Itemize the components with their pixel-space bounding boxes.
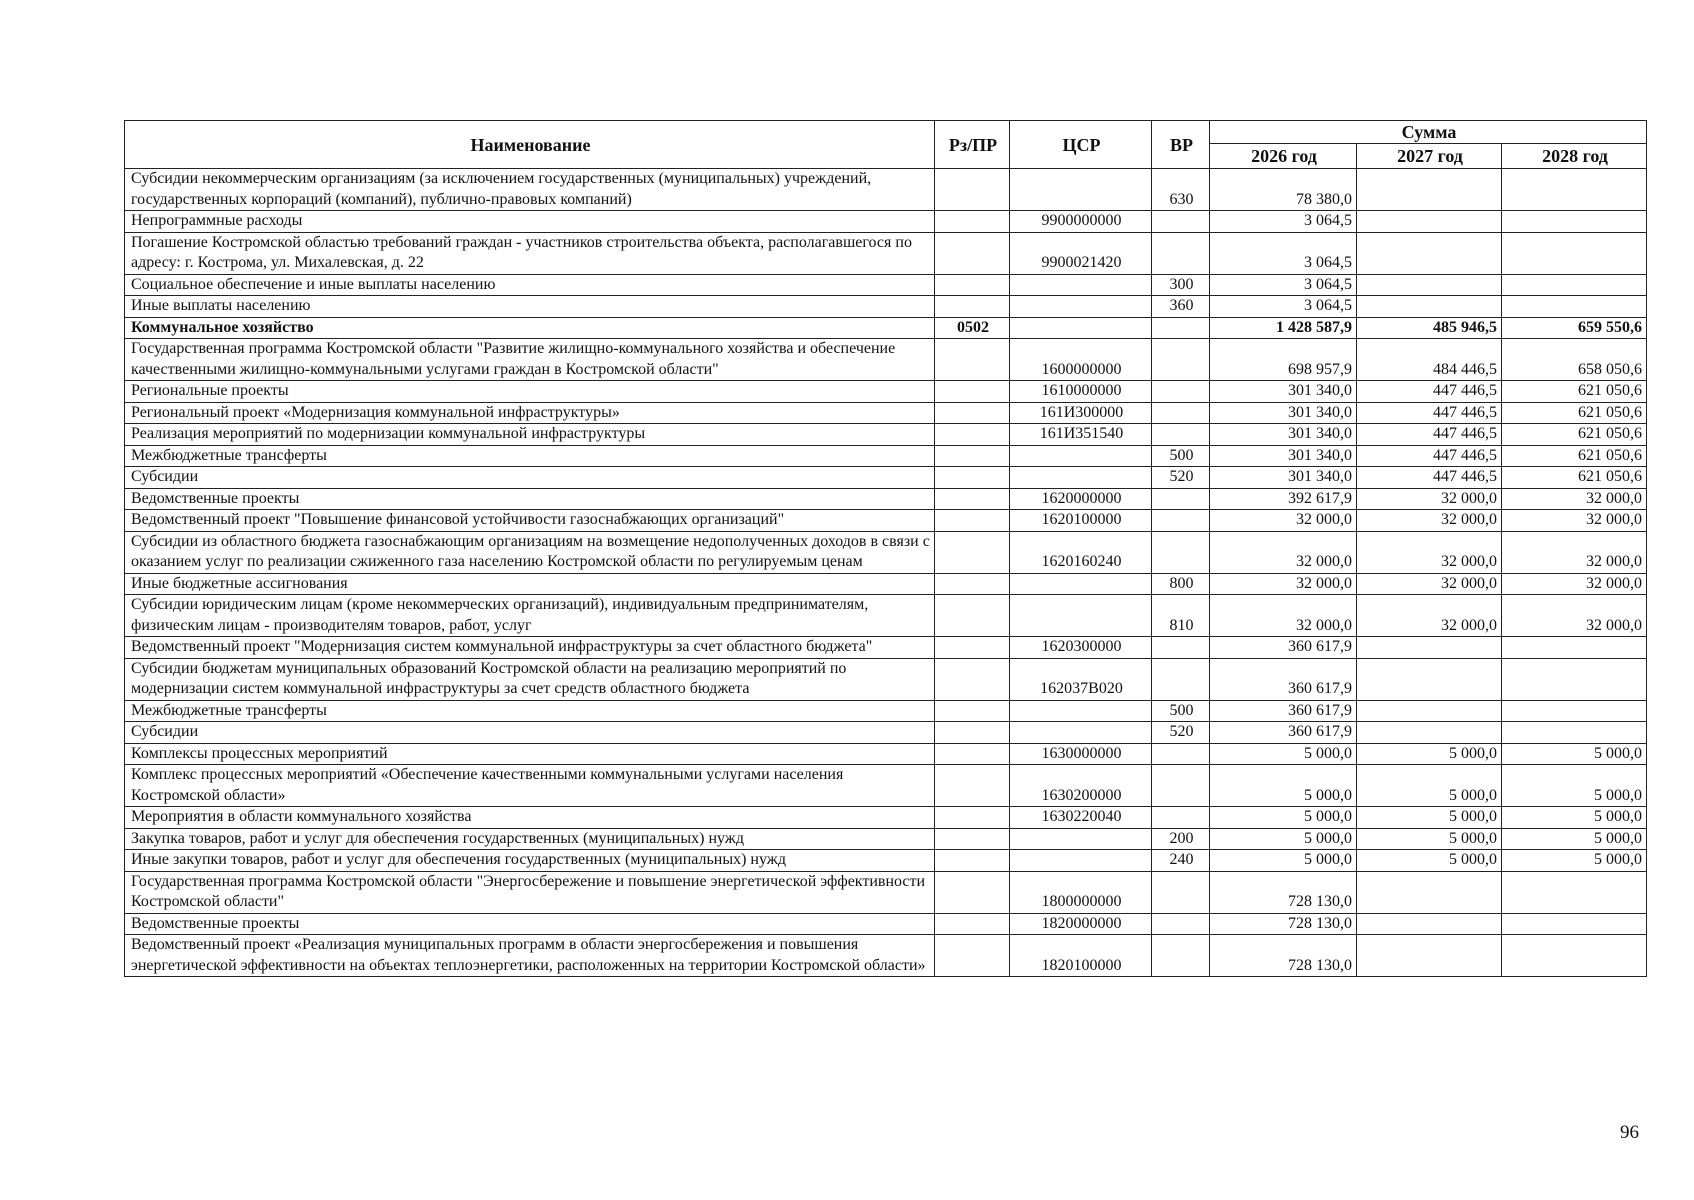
cell-rz-pr: [935, 339, 1010, 381]
cell-sum-2028: [1502, 722, 1647, 744]
cell-sum-2028: 5 000,0: [1502, 807, 1647, 829]
cell-rz-pr: [935, 658, 1010, 700]
cell-rz-pr: [935, 722, 1010, 744]
cell-rz-pr: [935, 595, 1010, 637]
cell-sum-2027: [1357, 169, 1502, 211]
table-row: [125, 765, 1647, 807]
cell-csr: 1630200000: [1010, 765, 1152, 807]
cell-rz-pr: [935, 211, 1010, 233]
cell-sum-2028: 5 000,0: [1502, 850, 1647, 872]
cell-rz-pr: [935, 573, 1010, 595]
cell-sum-2027: [1357, 935, 1502, 977]
header-row-top: [125, 121, 1647, 144]
cell-sum-2027: 5 000,0: [1357, 807, 1502, 829]
header-vr: ВР: [1152, 121, 1210, 169]
cell-sum-2026: 301 340,0: [1210, 402, 1357, 424]
cell-name: Государственная программа Костромской области "Развитие жилищно-коммунального хозяйства и обеспечение качественными жилищно-коммунальными услугами граждан в Костромской области": [125, 339, 935, 381]
table-row: [125, 211, 1647, 233]
cell-name: Субсидии: [125, 722, 935, 744]
cell-rz-pr: [935, 232, 1010, 274]
cell-sum-2026: 5 000,0: [1210, 807, 1357, 829]
cell-csr: 1630000000: [1010, 743, 1152, 765]
cell-name: Социальное обеспечение и иные выплаты населению: [125, 274, 935, 296]
cell-vr: [1152, 637, 1210, 659]
cell-sum-2027: 32 000,0: [1357, 488, 1502, 510]
cell-rz-pr: [935, 850, 1010, 872]
cell-vr: 500: [1152, 445, 1210, 467]
cell-sum-2027: [1357, 871, 1502, 913]
cell-csr: 1800000000: [1010, 871, 1152, 913]
cell-sum-2028: 621 050,6: [1502, 402, 1647, 424]
cell-sum-2026: 728 130,0: [1210, 871, 1357, 913]
cell-sum-2027: 32 000,0: [1357, 595, 1502, 637]
cell-rz-pr: 0502: [935, 317, 1010, 339]
cell-name: Коммунальное хозяйство: [125, 317, 935, 339]
table-row: [125, 807, 1647, 829]
cell-sum-2026: 728 130,0: [1210, 935, 1357, 977]
cell-sum-2027: 32 000,0: [1357, 510, 1502, 532]
cell-name: Межбюджетные трансферты: [125, 700, 935, 722]
cell-csr: 1820100000: [1010, 935, 1152, 977]
cell-sum-2028: [1502, 274, 1647, 296]
cell-name: Иные выплаты населению: [125, 296, 935, 318]
table-row: [125, 850, 1647, 872]
cell-vr: 520: [1152, 467, 1210, 489]
cell-sum-2027: [1357, 637, 1502, 659]
cell-sum-2027: 447 446,5: [1357, 381, 1502, 403]
cell-rz-pr: [935, 424, 1010, 446]
table-header: [125, 121, 1647, 169]
table-row: [125, 445, 1647, 467]
cell-vr: [1152, 765, 1210, 807]
cell-vr: [1152, 658, 1210, 700]
cell-sum-2028: [1502, 232, 1647, 274]
cell-rz-pr: [935, 743, 1010, 765]
cell-rz-pr: [935, 531, 1010, 573]
cell-name: Региональные проекты: [125, 381, 935, 403]
cell-csr: 162037В020: [1010, 658, 1152, 700]
cell-sum-2026: 360 617,9: [1210, 700, 1357, 722]
cell-vr: [1152, 913, 1210, 935]
cell-rz-pr: [935, 445, 1010, 467]
cell-name: Ведомственный проект "Повышение финансовой устойчивости газоснабжающих организаций": [125, 510, 935, 532]
cell-csr: [1010, 274, 1152, 296]
table-row: [125, 743, 1647, 765]
cell-sum-2028: 658 050,6: [1502, 339, 1647, 381]
cell-sum-2026: 301 340,0: [1210, 381, 1357, 403]
cell-sum-2028: [1502, 871, 1647, 913]
cell-sum-2027: [1357, 658, 1502, 700]
cell-sum-2028: 32 000,0: [1502, 595, 1647, 637]
cell-sum-2027: 5 000,0: [1357, 743, 1502, 765]
cell-name: Комплексы процессных мероприятий: [125, 743, 935, 765]
cell-name: Государственная программа Костромской области "Энергосбережение и повышение энергетической эффективности Костромской области": [125, 871, 935, 913]
cell-name: Иные закупки товаров, работ и услуг для обеспечения государственных (муниципальных) нужд: [125, 850, 935, 872]
cell-vr: [1152, 317, 1210, 339]
cell-name: Субсидии некоммерческим организациям (за исключением государственных (муниципальных) учреждений, государственных корпораций (компаний), публично-правовых компаний): [125, 169, 935, 211]
cell-vr: 810: [1152, 595, 1210, 637]
cell-sum-2026: 3 064,5: [1210, 296, 1357, 318]
cell-csr: 1620000000: [1010, 488, 1152, 510]
cell-vr: 520: [1152, 722, 1210, 744]
table-row: [125, 317, 1647, 339]
header-year-2026: 2026 год: [1210, 144, 1357, 169]
cell-sum-2028: 621 050,6: [1502, 467, 1647, 489]
cell-rz-pr: [935, 381, 1010, 403]
table-row: [125, 573, 1647, 595]
cell-sum-2028: [1502, 700, 1647, 722]
cell-sum-2027: 485 946,5: [1357, 317, 1502, 339]
cell-name: Реализация мероприятий по модернизации коммунальной инфраструктуры: [125, 424, 935, 446]
cell-sum-2028: 32 000,0: [1502, 488, 1647, 510]
table-row: [125, 913, 1647, 935]
table-row: [125, 339, 1647, 381]
cell-sum-2027: 32 000,0: [1357, 573, 1502, 595]
cell-vr: [1152, 381, 1210, 403]
cell-sum-2028: 5 000,0: [1502, 765, 1647, 807]
cell-vr: [1152, 339, 1210, 381]
cell-sum-2028: [1502, 169, 1647, 211]
cell-sum-2027: 5 000,0: [1357, 850, 1502, 872]
cell-name: Субсидии юридическим лицам (кроме некоммерческих организаций), индивидуальным предпринимателям, физическим лицам - производителям товаров, работ, услуг: [125, 595, 935, 637]
cell-csr: 1630220040: [1010, 807, 1152, 829]
cell-rz-pr: [935, 274, 1010, 296]
cell-csr: [1010, 296, 1152, 318]
cell-sum-2026: 360 617,9: [1210, 637, 1357, 659]
table-row: [125, 424, 1647, 446]
cell-sum-2026: 5 000,0: [1210, 743, 1357, 765]
table-row: [125, 531, 1647, 573]
cell-name: Непрограммные расходы: [125, 211, 935, 233]
cell-sum-2028: [1502, 637, 1647, 659]
table-row: [125, 274, 1647, 296]
cell-csr: [1010, 169, 1152, 211]
cell-sum-2028: 621 050,6: [1502, 424, 1647, 446]
cell-name: Ведомственные проекты: [125, 488, 935, 510]
table-row: [125, 381, 1647, 403]
cell-rz-pr: [935, 935, 1010, 977]
cell-sum-2026: 301 340,0: [1210, 424, 1357, 446]
cell-rz-pr: [935, 488, 1010, 510]
cell-sum-2027: [1357, 722, 1502, 744]
header-rz: Рз/ПР: [935, 121, 1010, 169]
table-row: [125, 296, 1647, 318]
cell-vr: [1152, 510, 1210, 532]
table-row: [125, 510, 1647, 532]
cell-csr: [1010, 317, 1152, 339]
cell-name: Закупка товаров, работ и услуг для обеспечения государственных (муниципальных) нужд: [125, 828, 935, 850]
table-row: [125, 488, 1647, 510]
cell-sum-2028: 32 000,0: [1502, 573, 1647, 595]
cell-vr: 300: [1152, 274, 1210, 296]
cell-sum-2026: 3 064,5: [1210, 232, 1357, 274]
cell-sum-2026: 78 380,0: [1210, 169, 1357, 211]
cell-csr: [1010, 467, 1152, 489]
table-row: [125, 935, 1647, 977]
cell-csr: [1010, 573, 1152, 595]
cell-sum-2026: 301 340,0: [1210, 445, 1357, 467]
cell-sum-2026: 5 000,0: [1210, 850, 1357, 872]
cell-rz-pr: [935, 296, 1010, 318]
cell-rz-pr: [935, 700, 1010, 722]
cell-name: Ведомственный проект "Модернизация систем коммунальной инфраструктуры за счет областного бюджета": [125, 637, 935, 659]
budget-table: [124, 120, 1647, 977]
cell-vr: [1152, 232, 1210, 274]
cell-sum-2027: [1357, 232, 1502, 274]
cell-rz-pr: [935, 467, 1010, 489]
cell-vr: 800: [1152, 573, 1210, 595]
header-year-2027: 2027 год: [1357, 144, 1502, 169]
cell-vr: [1152, 424, 1210, 446]
cell-sum-2026: 728 130,0: [1210, 913, 1357, 935]
cell-sum-2026: 3 064,5: [1210, 211, 1357, 233]
cell-vr: [1152, 871, 1210, 913]
table-row: [125, 828, 1647, 850]
cell-sum-2028: [1502, 211, 1647, 233]
cell-name: Субсидии: [125, 467, 935, 489]
cell-rz-pr: [935, 169, 1010, 211]
header-name: Наименование: [125, 121, 935, 169]
cell-csr: [1010, 595, 1152, 637]
cell-sum-2028: 621 050,6: [1502, 445, 1647, 467]
cell-sum-2026: 32 000,0: [1210, 595, 1357, 637]
table-row: [125, 871, 1647, 913]
cell-sum-2027: 447 446,5: [1357, 467, 1502, 489]
cell-sum-2026: 32 000,0: [1210, 510, 1357, 532]
cell-sum-2026: 32 000,0: [1210, 573, 1357, 595]
cell-sum-2027: 484 446,5: [1357, 339, 1502, 381]
cell-vr: 200: [1152, 828, 1210, 850]
cell-sum-2026: 5 000,0: [1210, 765, 1357, 807]
cell-sum-2027: [1357, 913, 1502, 935]
header-csr: ЦСР: [1010, 121, 1152, 169]
cell-rz-pr: [935, 402, 1010, 424]
table-row: [125, 637, 1647, 659]
cell-sum-2028: [1502, 913, 1647, 935]
cell-sum-2026: 360 617,9: [1210, 722, 1357, 744]
cell-csr: 9900021420: [1010, 232, 1152, 274]
cell-sum-2027: [1357, 211, 1502, 233]
table-row: [125, 700, 1647, 722]
cell-csr: 1820000000: [1010, 913, 1152, 935]
cell-vr: 630: [1152, 169, 1210, 211]
cell-rz-pr: [935, 510, 1010, 532]
cell-csr: 1620100000: [1010, 510, 1152, 532]
cell-name: Межбюджетные трансферты: [125, 445, 935, 467]
cell-sum-2028: 659 550,6: [1502, 317, 1647, 339]
cell-sum-2027: 5 000,0: [1357, 765, 1502, 807]
cell-sum-2027: 447 446,5: [1357, 424, 1502, 446]
cell-sum-2028: 32 000,0: [1502, 531, 1647, 573]
cell-csr: [1010, 700, 1152, 722]
cell-csr: [1010, 722, 1152, 744]
cell-vr: [1152, 743, 1210, 765]
cell-name: Ведомственные проекты: [125, 913, 935, 935]
cell-rz-pr: [935, 765, 1010, 807]
cell-sum-2026: 1 428 587,9: [1210, 317, 1357, 339]
cell-sum-2028: [1502, 658, 1647, 700]
cell-name: Мероприятия в области коммунального хозяйства: [125, 807, 935, 829]
cell-sum-2028: 5 000,0: [1502, 828, 1647, 850]
cell-vr: [1152, 211, 1210, 233]
header-year-2028: 2028 год: [1502, 144, 1647, 169]
cell-vr: 240: [1152, 850, 1210, 872]
header-sum: Сумма: [1210, 121, 1647, 144]
cell-name: Ведомственный проект «Реализация муниципальных программ в области энергосбережения и повышения энергетической эффективности на объектах теплоэнергетики, расположенных на территории Костромской области»: [125, 935, 935, 977]
cell-sum-2027: 5 000,0: [1357, 828, 1502, 850]
cell-sum-2027: 447 446,5: [1357, 445, 1502, 467]
cell-csr: [1010, 850, 1152, 872]
cell-name: Иные бюджетные ассигнования: [125, 573, 935, 595]
cell-sum-2028: [1502, 296, 1647, 318]
cell-sum-2026: 360 617,9: [1210, 658, 1357, 700]
table-row: [125, 722, 1647, 744]
cell-sum-2028: 32 000,0: [1502, 510, 1647, 532]
cell-name: Субсидии из областного бюджета газоснабжающим организациям на возмещение недополученных доходов в связи с оказанием услуг по реализации сжиженного газа населению Костромской области по регулируемым ценам: [125, 531, 935, 573]
cell-name: Субсидии бюджетам муниципальных образований Костромской области на реализацию мероприятий по модернизации систем коммунальной инфраструктуры за счет средств областного бюджета: [125, 658, 935, 700]
cell-vr: [1152, 807, 1210, 829]
cell-vr: [1152, 488, 1210, 510]
table-row: [125, 232, 1647, 274]
table-row: [125, 402, 1647, 424]
cell-csr: [1010, 828, 1152, 850]
cell-rz-pr: [935, 637, 1010, 659]
cell-rz-pr: [935, 807, 1010, 829]
cell-sum-2027: [1357, 700, 1502, 722]
cell-name: Комплекс процессных мероприятий «Обеспечение качественными коммунальными услугами населения Костромской области»: [125, 765, 935, 807]
cell-csr: 1600000000: [1010, 339, 1152, 381]
cell-sum-2027: [1357, 274, 1502, 296]
page-number: 96: [1620, 1122, 1639, 1143]
table-body: [125, 169, 1647, 977]
cell-csr: 1620160240: [1010, 531, 1152, 573]
cell-sum-2028: 5 000,0: [1502, 743, 1647, 765]
cell-sum-2026: 301 340,0: [1210, 467, 1357, 489]
cell-sum-2027: [1357, 296, 1502, 318]
cell-vr: 500: [1152, 700, 1210, 722]
cell-csr: 161И351540: [1010, 424, 1152, 446]
cell-sum-2028: 621 050,6: [1502, 381, 1647, 403]
cell-csr: 1610000000: [1010, 381, 1152, 403]
cell-sum-2027: 32 000,0: [1357, 531, 1502, 573]
cell-sum-2027: 447 446,5: [1357, 402, 1502, 424]
cell-vr: [1152, 531, 1210, 573]
cell-sum-2026: 3 064,5: [1210, 274, 1357, 296]
cell-name: Региональный проект «Модернизация коммунальной инфраструктуры»: [125, 402, 935, 424]
cell-sum-2026: 32 000,0: [1210, 531, 1357, 573]
table-row: [125, 658, 1647, 700]
cell-csr: 161И300000: [1010, 402, 1152, 424]
cell-rz-pr: [935, 828, 1010, 850]
table-row: [125, 595, 1647, 637]
cell-vr: [1152, 402, 1210, 424]
cell-rz-pr: [935, 913, 1010, 935]
cell-sum-2026: 392 617,9: [1210, 488, 1357, 510]
cell-name: Погашение Костромской областью требований граждан - участников строительства объекта, располагавшегося по адресу: г. Кострома, ул. Михалевская, д. 22: [125, 232, 935, 274]
cell-csr: 9900000000: [1010, 211, 1152, 233]
cell-csr: [1010, 445, 1152, 467]
cell-sum-2028: [1502, 935, 1647, 977]
cell-sum-2026: 698 957,9: [1210, 339, 1357, 381]
table-row: [125, 169, 1647, 211]
table-row: [125, 467, 1647, 489]
cell-csr: 1620300000: [1010, 637, 1152, 659]
cell-vr: [1152, 935, 1210, 977]
cell-rz-pr: [935, 871, 1010, 913]
cell-sum-2026: 5 000,0: [1210, 828, 1357, 850]
cell-vr: 360: [1152, 296, 1210, 318]
